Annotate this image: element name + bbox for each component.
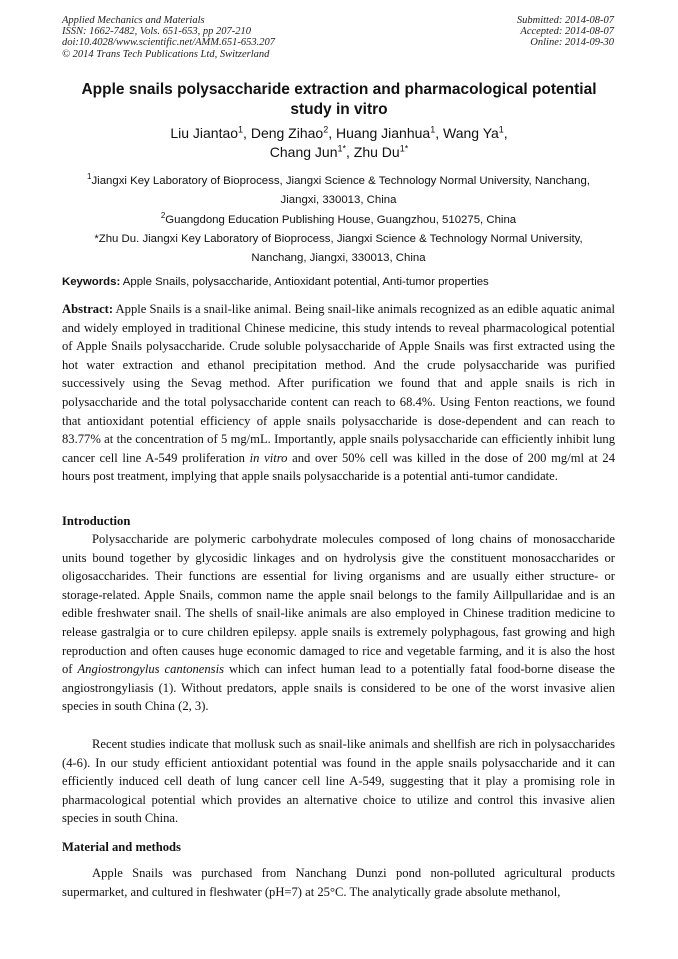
keywords-text: Apple Snails, polysaccharide, Antioxidant potential, Anti-tumor properties (122, 276, 489, 288)
affiliation-mark: 1 (87, 172, 92, 182)
author-name: Huang Jianhua (336, 125, 431, 141)
intro-p1-species: Angiostrongylus cantonensis (77, 662, 224, 677)
doi-line[interactable]: doi:10.4028/www.scientific.net/AMM.651-653.207 (62, 37, 275, 49)
affiliation-text: Guangdong Education Publishing House, Guangzhou, 510275, China (165, 213, 517, 226)
keywords-label: Keywords: (62, 276, 121, 288)
introduction-paragraph-2: Recent studies indicate that mollusk such as snail-like animals and shellfish are rich in polysaccharides (4-6). In our study efficient antioxidant potential was found in the apple snails polysaccharide and it can efficiently induced cell death of lung cancer cell line A-549, suggesting that it play a promising role in pharmacological potential which provides an alternative choice to utilize and control this invasive alien species in south China. (62, 737, 615, 826)
journal-header-left (62, 15, 275, 60)
abstract-text-a: Apple Snails is a snail-like animal. Being snail-like animals recognized as an edible aquatic animal and widely employed in traditional Chinese medicine, this study intends to reveal pharmacological potential of Apple Snails polysaccharide. Crude soluble polysaccharide of Apple Snails was first extracted using the hot water extraction and ethanol precipitation method. And the crude polysaccharide was purified successively using the Sevag method. After purification we found that and apple snails is rich in polysaccharide and the total polysaccharide content can reach to 68.4%. Using Fenton reactions, we found that antioxidant potential efficiency of apple snails polysaccharide is dose-dependent and can reach to 83.77% at the concentration of 5 mg/mL. Importantly, apple snails polysaccharide can efficiently inhibit lung cancer cell line A-549 proliferation (62, 302, 615, 465)
author-affil-mark: 1 (498, 124, 504, 135)
title-line-2: study in vitro (290, 101, 388, 118)
abstract-in-vitro: in vitro (249, 450, 288, 465)
introduction-heading: Introduction (62, 514, 131, 528)
methods-heading: Material and methods (62, 840, 181, 854)
author-name: Wang Ya (443, 125, 499, 141)
affiliation-text: Jiangxi Key Laboratory of Bioprocess, Jiangxi Science & Technology Normal University, Nanchang, (91, 175, 590, 187)
author-affil-mark: 2 (323, 124, 329, 135)
abstract-text-b: and over 50% cell was killed in the dose of 200 mg/ml at 24 hours post treatment, implying that apple snails polysaccharide is a potential anti-tumor candidate. (62, 450, 616, 484)
methods-paragraph-1: Apple Snails was purchased from Nanchang Dunzi pond non-polluted agricultural products supermarket, and cultured in fleshwater (pH=7) at 25°C. The analytically grade absolute methanol, (62, 866, 615, 899)
author-name: Chang Jun (269, 144, 338, 160)
submitted-date: Submitted: 2014-08-07 (516, 15, 614, 26)
affiliation-mark: 2 (160, 210, 166, 220)
author-affil-mark: 1 (430, 124, 436, 135)
affiliations (62, 172, 615, 268)
introduction-paragraph-1 (62, 530, 615, 716)
author-affil-mark: 1* (399, 143, 409, 154)
paper-title (40, 80, 638, 120)
author-affil-mark: 1* (337, 143, 346, 154)
issn-line: ISSN: 1662-7482, Vols. 651-653, pp 207-210 (62, 26, 251, 38)
author-line-1: Liu Jiantao$^1$, Deng Zihao$^2$, Huang Jianhua$^1$, Wang Ya$^1$, (170, 124, 508, 141)
abstract (62, 300, 615, 486)
affiliation-1-line-1 (62, 172, 615, 191)
author-list (40, 124, 638, 162)
intro-p1-text-b: which can infect human lead to a potentially fatal food-borne disease the angiostrongyliasis (1). Without predators, apple snails is considered to be one of the worst invasive alien species in south China (2, 3). (62, 662, 615, 714)
author-name: Zhu Du (353, 144, 400, 160)
author-affil-mark: 1 (238, 124, 244, 135)
corresponding-line-2: Nanchang, Jiangxi, 330013, China (251, 252, 426, 265)
keywords (62, 274, 622, 290)
author-name: Deng Zihao (250, 125, 324, 141)
corresponding-line-1: *Zhu Du. Jiangxi Key Laboratory of Bioprocess, Jiangxi Science & Technology Normal University, (94, 232, 583, 245)
accepted-date: Accepted: 2014-08-07 (520, 26, 614, 38)
title-line-1: Apple snails polysaccharide extraction and pharmacological potential (81, 81, 597, 98)
journal-header-right (517, 15, 614, 49)
copyright-line: © 2014 Trans Tech Publications Ltd, Switzerland (62, 48, 270, 60)
online-date: Online: 2014-09-30 (530, 37, 614, 49)
intro-p1-text-a: Polysaccharide are polymeric carbohydrate molecules composed of long chains of monosaccharide units bound together by glycosidic linkages and on hydrolysis give the constituent monosaccharides or oligosaccharides. Their functions are essential for living organisms and are usually either structure- or storage-related. Apple Snails, common name the apple snail belongs to the family Aillpullaridae and is an edible freshwater snail. The shells of snail-like animals are also employed in Chinese tradition medicine to release gastralgia or to cure children epilepsy. apple snails is extremely polyphagous, fast growing and high reproduction and often causes huge economic damaged to rice and vegetable farming, and it is also the host of (62, 532, 615, 677)
affiliation-2 (62, 211, 615, 230)
author-name: Liu Jiantao (170, 125, 239, 141)
affiliation-1-line-2: Jiangxi, 330013, China (280, 194, 397, 207)
abstract-label: Abstract: (62, 302, 114, 316)
author-line-2: Chang Jun$^{1*}$, Zhu $Du^{1*}$ (269, 143, 409, 160)
journal-name: Applied Mechanics and Materials (62, 15, 205, 26)
